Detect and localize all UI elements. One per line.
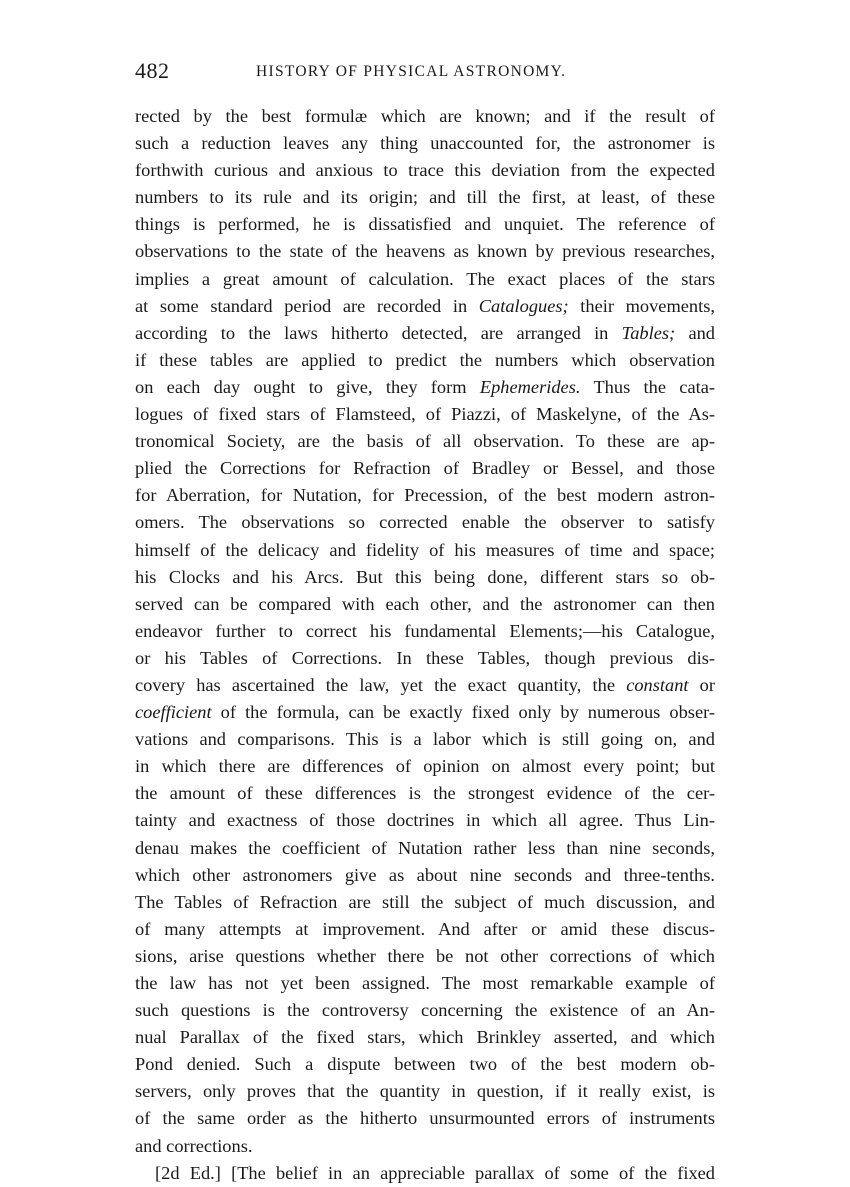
text-line [135,970,715,997]
text-line [135,482,715,509]
text-run: of many attempts at improvement. And after or amid these discus- [135,918,715,939]
text-run: himself of the delicacy and fidelity of his measures of time and space; [135,539,715,560]
text-run: numbers to its rule and its origin; and till the first, at least, of these [135,187,715,208]
text-line [135,564,715,591]
text-line [135,509,715,536]
running-head [135,58,715,88]
text-line [135,238,715,265]
text-line [135,537,715,564]
text-line [135,753,715,780]
text-run: and [675,322,715,343]
text-run: which other astronomers give as about nine seconds and three-tenths. [135,864,715,885]
text-run: their movements, [568,295,715,316]
text-line [135,1160,715,1187]
text-run: and corrections. [135,1135,253,1156]
text-line [135,1024,715,1051]
text-line [135,699,715,726]
text-line [135,726,715,753]
text-run: logues of fixed stars of Flamsteed, of Piazzi, of Maskelyne, of the As- [135,404,715,425]
text-line [135,455,715,482]
text-run: [2d Ed.] [The belief in an appreciable parallax of some of the fixed [155,1162,715,1183]
text-run: the law has not yet been assigned. The most remarkable example of [135,973,715,993]
text-run: his Clocks and his Arcs. But this being done, different stars so ob- [135,566,715,587]
italic-term: coefficient [135,702,212,723]
text-run: forthwith curious and anxious to trace this deviation from the expected [135,160,715,181]
text-line [135,1105,715,1132]
text-run: rected by the best formulæ which are known; and if the result of [135,106,715,126]
text-run: nual Parallax of the fixed stars, which Brinkley asserted, and which [135,1027,715,1048]
text-run: of the same order as the hitherto unsurmounted errors of instruments [135,1108,715,1129]
text-line [135,618,715,645]
text-run: The Tables of Refraction are still the subject of much discussion, and [135,891,715,912]
text-line [135,1078,715,1105]
italic-term: Catalogues; [478,295,569,316]
text-run: implies a great amount of calculation. The exact places of the stars [135,268,715,289]
text-run: Pond denied. Such a dispute between two of the best modern ob- [135,1054,715,1075]
text-run: tainty and exactness of those doctrines in which all agree. Thus Lin- [135,810,715,831]
text-run: the amount of these differences is the strongest evidence of the cer- [135,783,715,804]
italic-term: Tables; [621,322,676,343]
text-line [135,130,715,157]
text-line [135,862,715,889]
text-line [135,889,715,916]
text-run: such questions is the controversy concerning the existence of an An- [135,1000,715,1021]
text-run: omers. The observations so corrected enable the observer to satisfy [135,512,715,533]
italic-term: constant [626,674,689,695]
text-line [135,645,715,672]
text-run: servers, only proves that the quantity in question, if it really exist, is [135,1081,715,1102]
text-line [135,293,715,320]
text-run: of the formula, can be exactly fixed only by numerous obser- [211,702,715,723]
text-run: served can be compared with each other, and the astronomer can then [135,593,715,614]
text-run: in which there are differences of opinion on almost every point; but [135,756,715,777]
text-run: if these tables are applied to predict the numbers which observation [135,349,715,370]
text-line [135,780,715,807]
text-run: on each day ought to give, they form [135,376,480,397]
text-run: at some standard period are recorded in [135,295,479,316]
text-line [135,157,715,184]
text-run: or [688,674,715,695]
text-run: endeavor further to correct his fundamental Elements;—his Catalogue, [135,620,715,641]
text-line [135,943,715,970]
text-line [135,374,715,401]
text-line [135,428,715,455]
text-run: things is performed, he is dissatisfied and unquiet. The reference of [135,214,715,235]
text-line [135,103,715,130]
body-text [135,103,715,1187]
text-line [135,591,715,618]
page-number: 482 [135,58,170,83]
text-run: according to the laws hitherto detected, are arranged in [135,322,622,343]
text-run: Thus the cata- [580,376,716,397]
text-run: such a reduction leaves any thing unaccounted for, the astronomer is [135,133,715,154]
italic-term: Ephemerides. [479,376,581,397]
text-run: denau makes the coefficient of Nutation rather less than nine seconds, [135,837,715,858]
text-line [135,347,715,374]
running-title: HISTORY OF PHYSICAL ASTRONOMY. [256,63,567,80]
text-line [135,320,715,347]
text-line [135,997,715,1024]
text-line [135,672,715,699]
text-run: observations to the state of the heavens as known by previous researches, [135,241,715,262]
text-run: plied the Corrections for Refraction of Bradley or Bessel, and those [135,458,715,479]
text-line [135,184,715,211]
text-line [135,1133,715,1160]
text-line [135,401,715,428]
text-line [135,835,715,862]
text-line [135,211,715,238]
text-run: or his Tables of Corrections. In these Tables, though previous dis- [135,647,715,668]
text-run: sions, arise questions whether there be not other corrections of which [135,945,715,966]
text-line [135,1051,715,1078]
text-run: tronomical Society, are the basis of all observation. To these are ap- [135,431,715,452]
text-line [135,916,715,943]
text-run: covery has ascertained the law, yet the exact quantity, the [135,674,627,695]
text-run: vations and comparisons. This is a labor which is still going on, and [135,729,715,750]
text-line [135,266,715,293]
text-run: for Aberration, for Nutation, for Precession, of the best modern astron- [135,485,715,506]
text-line [135,807,715,834]
